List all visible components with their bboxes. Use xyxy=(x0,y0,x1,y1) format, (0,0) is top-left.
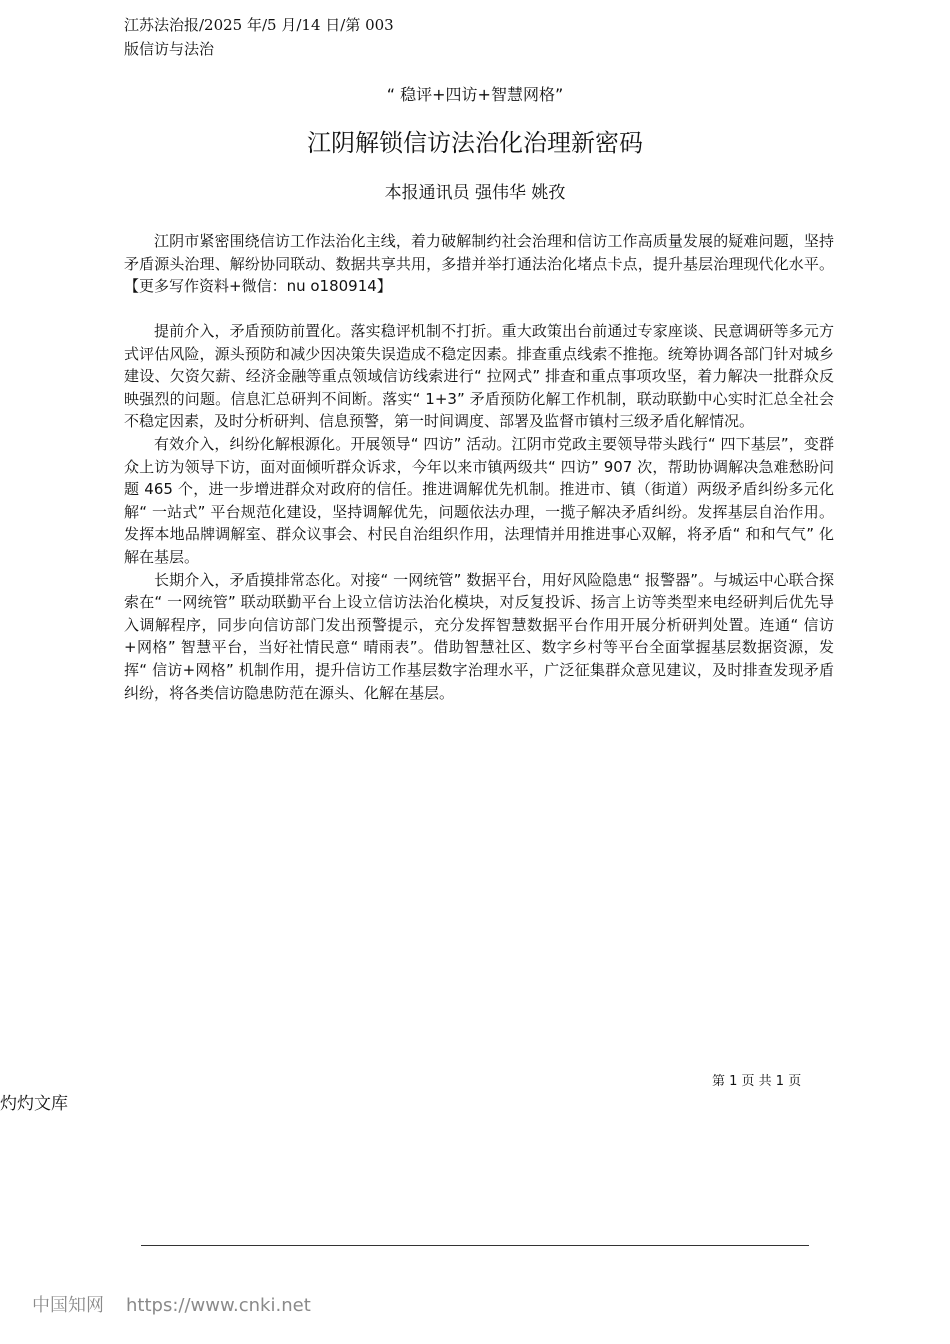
article-body xyxy=(124,320,834,704)
article-byline: 本报通讯员 强伟华 姚孜 xyxy=(384,183,566,203)
body-paragraph-1: 提前介入，矛盾预防前置化。落实稳评机制不打折。重大政策出台前通过专家座谈、民意调研等多元方式评估风险，源头预防和减少因决策失误造成不稳定因素。排查重点线索不推拖。统筹协调各部门针对城乡建设、欠资欠薪、经济金融等重点领域信访线索进行“ 拉网式” 排查和重点事项攻坚，着力解决一批群众反映强烈的问题。信息汇总研判不间断。落实“ 1+3” 矛盾预防化解工作机制，联动联勤中心实时汇总全社会不稳定因素，及时分析研判、信息预警，第一时间调度、部署及监督市镇村三级矛盾化解情况。 xyxy=(124,322,834,431)
newspaper-section-line: 版信访与法治 xyxy=(124,40,215,58)
article-intro xyxy=(124,230,834,298)
footer-brand xyxy=(32,1294,311,1318)
article-title: 江阴解锁信访法治化治理新密码 xyxy=(307,129,643,157)
newspaper-source-line: 江苏法治报/2025 年/5 月/14 日/第 003 xyxy=(124,16,394,34)
page-number: 第 1 页 共 1 页 xyxy=(712,1074,802,1089)
footer-divider xyxy=(141,1245,809,1246)
intro-paragraph: 江阴市紧密围绕信访工作法治化主线，着力破解制约社会治理和信访工作高质量发展的疑难问题，坚持矛盾源头治理、解纷协同联动、数据共享共用，多措并举打通法治化堵点卡点，提升基层治理现代化水平。【更多写作资料+微信：nu o180914】 xyxy=(124,232,834,296)
watermark-text: 灼灼文库 xyxy=(0,1094,68,1114)
cnki-url-link[interactable]: https://www.cnki.net xyxy=(126,1295,311,1316)
article-subtitle: “ 稳评+四访+智慧网格” xyxy=(386,85,564,104)
cnki-logo-text: 中国知网 xyxy=(32,1295,104,1316)
body-paragraph-3: 长期介入，矛盾摸排常态化。对接“ 一网统管” 数据平台，用好风险隐患“ 报警器”。与城运中心联合探索在“ 一网统管” 联动联勤平台上设立信访法治化模块，对反复投诉、扬言上访等类型来电经研判后优先导入调解程序，同步向信访部门发出预警提示，充分发挥智慧数据平台作用开展分析研判处置。连通“ 信访+网格” 智慧平台，当好社情民意“ 晴雨表”。借助智慧社区、数字乡村等平台全面掌握基层数据资源，发挥“ 信访+网格” 机制作用，提升信访工作基层数字治理水平，广泛征集群众意见建议，及时排查发现矛盾纠纷，将各类信访隐患防范在源头、化解在基层。 xyxy=(124,570,834,702)
body-paragraph-2: 有效介入，纠纷化解根源化。开展领导“ 四访” 活动。江阴市党政主要领导带头践行“ 四下基层”，变群众上访为领导下访，面对面倾听群众诉求，今年以来市镇两级共“ 四访” 907 次，帮助协调解决急难愁盼问题 465 个，进一步增进群众对政府的信任。推进调解优先机制。推进市、镇（街道）两级矛盾纠纷多元化解“ 一站式” 平台规范化建设，坚持调解优先，问题依法办理，一揽子解决矛盾纠纷。发挥基层自治作用。发挥本地品牌调解室、群众议事会、村民自治组织作用，法理情并用推进事心双解，将矛盾“ 和和气气” 化解在基层。 xyxy=(124,434,834,566)
